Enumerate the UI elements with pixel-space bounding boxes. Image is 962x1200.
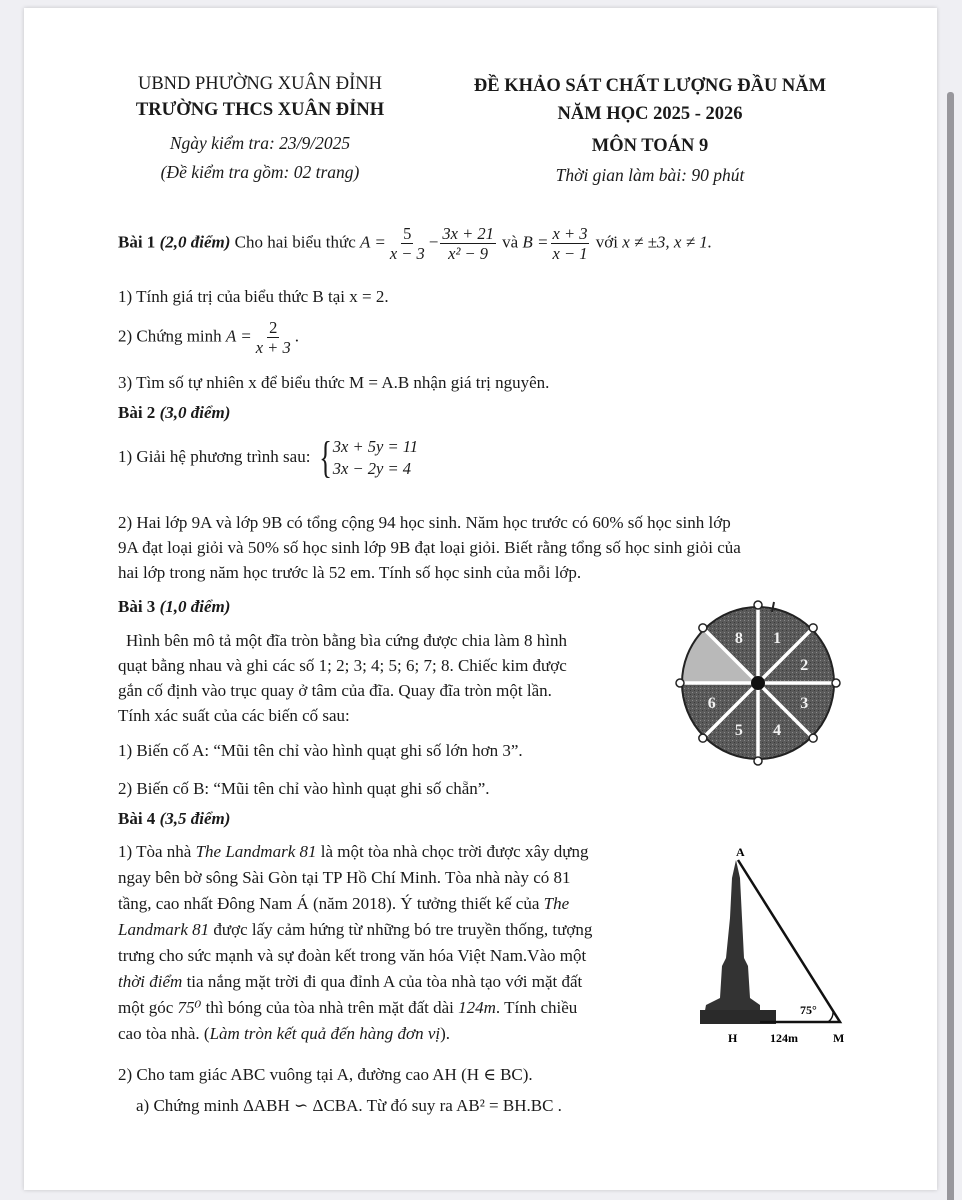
school-name: TRƯỜNG THCS XUÂN ĐỈNH: [135, 100, 385, 120]
bai4-q1-line: Landmark 81 được lấy cảm hứng từ những bó tre truyền thống, tượng: [118, 920, 593, 939]
bai2-points: (3,0 điểm): [159, 403, 231, 422]
spoke-end-dot: [809, 734, 817, 742]
bai4-q2: 2) Cho tam giác ABC vuông tại A, đường cao AH (H ∈ BC).: [118, 1065, 533, 1084]
wheel-label: 6: [707, 695, 716, 713]
fraction: $\frac{2}{x + 3}$: [255, 318, 291, 357]
expr-b-lhs: B =: [522, 232, 549, 252]
bai1-intro: Cho hai biểu thức: [234, 232, 356, 252]
fraction: $\frac{x + 3}{x - 1}$: [552, 224, 588, 263]
bai3-para-line: Tính xác suất của các biến cố sau:: [118, 706, 350, 725]
spoke-end-dot: [676, 679, 684, 687]
bai4-points: (3,5 điểm): [159, 809, 231, 828]
bai3-q2: 2) Biến cố B: “Mũi tên chỉ vào hình quạt ghi số chẵn”.: [118, 779, 490, 798]
wheel-label: 4: [773, 722, 782, 740]
bai4-q1-line: 1) Tòa nhà The Landmark 81 là một tòa nhà chọc trời được xây dựng: [118, 842, 589, 861]
equation-system: { 3x + 5y = 11 3x − 2y = 4: [318, 433, 418, 482]
test-date: Ngày kiểm tra: 23/9/2025: [169, 133, 351, 153]
triangle-lines: [738, 860, 840, 1022]
wheel-hub: [751, 676, 765, 690]
bai1-label: Bài 1: [118, 232, 156, 252]
label-m: M: [833, 1031, 845, 1045]
duration: Thời gian làm bài: 90 phút: [555, 165, 745, 185]
bai4-q2a: a) Chứng minh ΔABH ∽ ΔCBA. Từ đó suy ra AB² = BH.BC .: [136, 1096, 562, 1115]
spoke-end-dot: [754, 757, 762, 765]
bai3-label: Bài 3: [118, 597, 156, 616]
wheel-label: 2: [800, 656, 809, 674]
bai3-points: (1,0 điểm): [159, 597, 231, 616]
wheel-label: 1: [773, 629, 782, 647]
fraction: $\frac{3x + 21}{\text{x² − 9}}$: [442, 224, 494, 263]
bai1-q2: 2) Chứng minh A = $\frac{2}{x + 3}$ .: [118, 318, 299, 357]
bai4-heading: [118, 809, 230, 829]
spoke-end-dot: [699, 624, 707, 632]
bai2-q2-line: 2) Hai lớp 9A và lớp 9B có tổng cộng 94 học sinh. Năm học trước có 60% số học sinh lớp: [118, 513, 731, 532]
bai3-para-line: Hình bên mô tả một đĩa tròn bằng bìa cứng được chia làm 8 hình: [126, 631, 567, 650]
wheel-label: 3: [800, 695, 809, 713]
wheel-label: 5: [734, 722, 743, 740]
bai4-q1-line: một góc 75⁰ thì bóng của tòa nhà trên mặt đất dài 124m. Tính chiều: [118, 998, 578, 1017]
bai4-q1-line: ngay bên bờ sông Sài Gòn tại TP Hồ Chí Minh. Tòa nhà này có 81: [118, 868, 571, 887]
bai1-statement: Bài 1 (2,0 điểm) Cho hai biểu thức A = $\frac{5}{x - 3}$ − $\frac{3x + 21}{\text{x² − 9}}$ và B = $\frac{x + 3}{x - 1}$ với x ≠ ±3, x ≠ 1.: [118, 224, 713, 263]
spoke-end-dot: [832, 679, 840, 687]
expr-a-lhs: A =: [360, 232, 386, 252]
spoke-end-dot: [809, 624, 817, 632]
bai1-q3: 3) Tìm số tự nhiên x để biểu thức M = A.B nhận giá trị nguyên.: [118, 373, 550, 392]
label-h: H: [728, 1031, 738, 1045]
equation-1: 3x + 5y = 11: [332, 437, 418, 456]
subject: MÔN TOÁN 9: [591, 136, 709, 156]
bai2-label: Bài 2: [118, 403, 156, 422]
school-year: NĂM HỌC 2025 - 2026: [557, 104, 743, 124]
label-a: A: [736, 848, 745, 859]
bai4-q1-line: trưng cho sức mạnh và sự đoàn kết trong văn hóa Việt Nam.Vào một: [118, 946, 587, 965]
bai3-heading: [118, 597, 230, 617]
bai2-q2-line: hai lớp trong năm học trước là 52 em. Tính số học sinh của mỗi lớp.: [118, 563, 582, 582]
equation-2: 3x − 2y = 4: [332, 459, 411, 478]
landmark-figure: [690, 848, 860, 1048]
spoke-end-dot: [699, 734, 707, 742]
bai3-para-line: gắn cố định vào trục quay ở tâm của đĩa. Quay đĩa tròn một lần.: [118, 681, 552, 700]
condition: x ≠ ±3, x ≠ 1.: [622, 232, 713, 252]
bai4-q1-line: tầng, cao nhất Đông Nam Á (năm 2018). Ý tưởng thiết kế của The: [118, 894, 570, 913]
angle-label: 75°: [800, 1003, 817, 1017]
bai3-para-line: quạt bằng nhau và ghi các số 1; 2; 3; 4; 5; 6; 7; 8. Chiếc kim được: [118, 656, 567, 675]
exam-title: ĐỀ KHẢO SÁT CHẤT LƯỢNG ĐẦU NĂM: [473, 76, 827, 96]
spinner-wheel-figure: [668, 596, 848, 766]
page-count: (Đề kiểm tra gồm: 02 trang): [160, 162, 360, 182]
bai1-q1: 1) Tính giá trị của biểu thức B tại x = 2.: [118, 287, 389, 306]
fraction: $\frac{5}{x - 3}$: [389, 224, 425, 263]
bai4-q1-line: cao tòa nhà. (Làm tròn kết quả đến hàng đơn vị).: [118, 1024, 451, 1043]
bai2-q1: 1) Giải hệ phương trình sau: { 3x + 5y = 11 3x − 2y = 4: [118, 433, 418, 482]
bai2-heading: [118, 403, 230, 423]
bai2-q2-line: 9A đạt loại giỏi và 50% số học sinh lớp 9B đạt loại giỏi. Biết rằng tổng số học sinh giỏi của: [118, 538, 741, 557]
bai1-points: (2,0 điểm): [159, 232, 231, 252]
scrollbar[interactable]: [947, 92, 954, 1200]
and-word: và: [502, 232, 519, 252]
bai4-q1-line: thời điểm tia nắng mặt trời đi qua đỉnh A của tòa nhà tạo với mặt đất: [118, 972, 583, 991]
bai4-label: Bài 4: [118, 809, 156, 828]
authority-name: UBND PHƯỜNG XUÂN ĐỈNH: [137, 74, 383, 94]
wheel-label: 8: [734, 629, 743, 647]
spoke-end-dot: [754, 601, 762, 609]
angle-arc: [828, 1011, 833, 1022]
shadow-length: 124m: [770, 1031, 798, 1045]
bai3-q1: 1) Biến cố A: “Mũi tên chỉ vào hình quạt ghi số lớn hơn 3”.: [118, 741, 523, 760]
